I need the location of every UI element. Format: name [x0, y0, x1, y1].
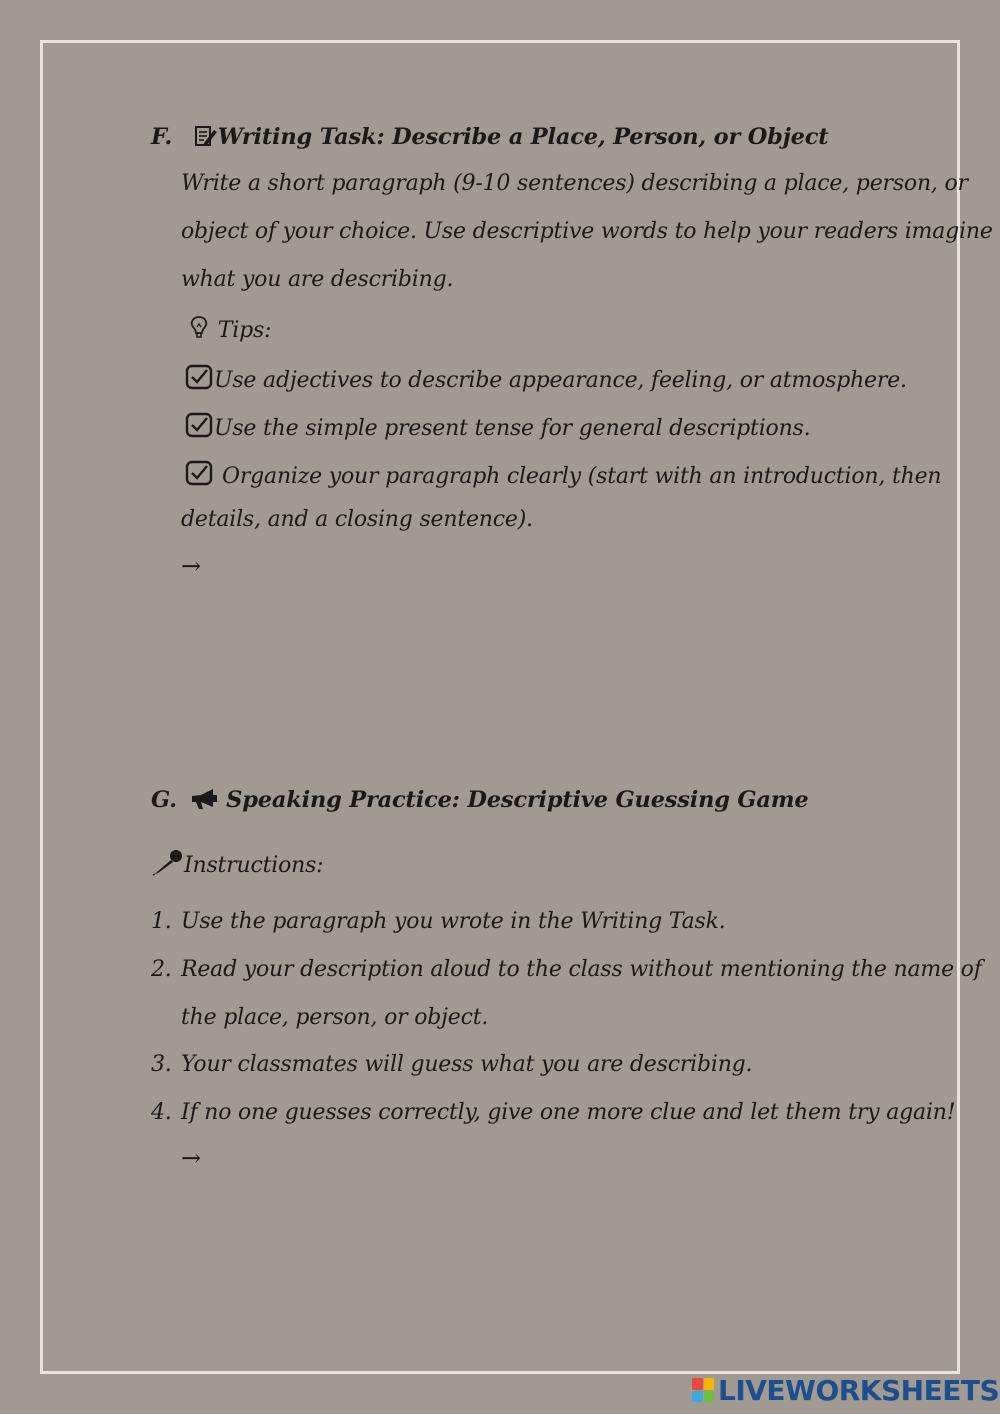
section-g-title: Speaking Practice: Descriptive Guessing Game	[226, 787, 809, 813]
section-f-title: Writing Task: Describe a Place, Person, or Object	[217, 124, 829, 150]
checkbox-icon	[184, 363, 214, 397]
tips-label: Tips:	[217, 318, 272, 343]
section-g-heading	[151, 787, 809, 817]
instruction-num-1: 1.	[151, 909, 172, 934]
section-f-para-line-1: Write a short paragraph (9-10 sentences) describing a place, person, or	[181, 171, 968, 196]
tip-row-3	[184, 459, 942, 493]
section-f-para-line-2: object of your choice. Use descriptive words to help your readers imagine	[181, 219, 993, 244]
instruction-item-3	[151, 1052, 753, 1077]
microphone-icon	[152, 848, 184, 882]
tip-text-3-cont: details, and a closing sentence).	[181, 507, 533, 532]
instruction-num-2: 2.	[151, 957, 172, 982]
instructions-label-row	[152, 848, 323, 882]
instruction-text-4: If no one guesses correctly, give one more clue and let them try again!	[181, 1100, 956, 1125]
tip-row-1	[184, 363, 907, 397]
checkbox-icon	[184, 411, 214, 445]
tip-text-1: Use adjectives to describe appearance, feeling, or atmosphere.	[214, 368, 907, 393]
instruction-text-3: Your classmates will guess what you are describing.	[181, 1052, 753, 1077]
instruction-item-1	[151, 909, 726, 934]
instruction-text-2-cont: the place, person, or object.	[181, 1005, 489, 1030]
section-f-letter: F.	[151, 124, 173, 150]
memo-icon	[192, 124, 218, 154]
logo-mark-icon	[692, 1378, 714, 1402]
instruction-text-2: Read your description aloud to the class without mentioning the name of	[181, 957, 982, 982]
megaphone-icon	[189, 787, 219, 817]
section-g-letter: G.	[151, 787, 177, 813]
tip-text-2: Use the simple present tense for general descriptions.	[214, 416, 811, 441]
checkbox-icon	[184, 459, 214, 493]
instruction-num-4: 4.	[151, 1100, 172, 1125]
section-g-answer-arrow: →	[181, 1144, 202, 1172]
section-f-heading	[151, 124, 828, 154]
tip-text-3: Organize your paragraph clearly (start with an introduction, then	[222, 463, 942, 489]
instruction-num-3: 3.	[151, 1052, 172, 1077]
instruction-item-4	[151, 1100, 956, 1125]
lightbulb-icon	[187, 315, 211, 347]
instructions-label: Instructions:	[184, 853, 324, 878]
tips-label-row	[187, 315, 271, 347]
section-f-para-line-3: what you are describing.	[181, 267, 454, 292]
instruction-text-1: Use the paragraph you wrote in the Writing Task.	[181, 909, 726, 934]
logo-text: LIVEWORKSHEETS	[718, 1373, 1000, 1407]
liveworksheets-logo[interactable]	[692, 1374, 999, 1406]
tip-row-2	[184, 411, 810, 445]
section-f-answer-arrow: →	[181, 552, 202, 580]
